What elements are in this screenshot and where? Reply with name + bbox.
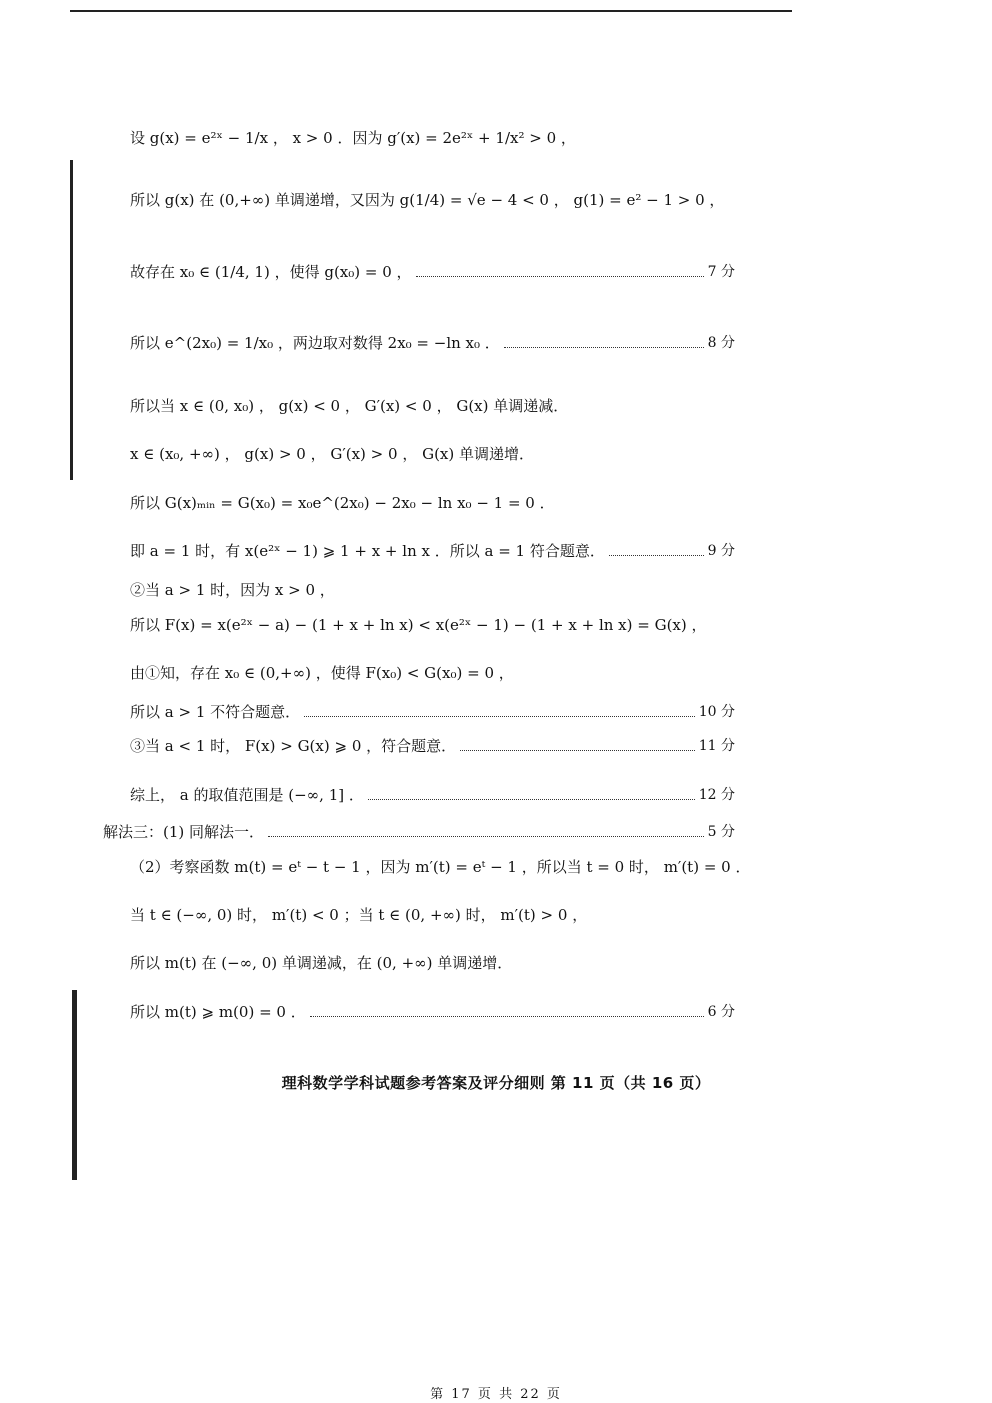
leader-dots (368, 799, 695, 800)
score-label: 5 分 (707, 824, 735, 840)
scan-edge (70, 160, 73, 480)
text-line-scored: 所以 a > 1 不符合题意． 10 分 (130, 703, 735, 721)
text-line: 设 g(x) = e²ˣ − 1/x ， x > 0 ．因为 g′(x) = 2e²ˣ + 1/x² > 0 ， (130, 129, 576, 147)
score-label: 6 分 (707, 1004, 735, 1020)
leader-dots (416, 276, 704, 277)
leader-dots (609, 555, 704, 556)
text-line: 所以 G(x)ₘᵢₙ = G(x₀) = x₀e^(2x₀) − 2x₀ − ln x₀ − 1 = 0 ． (130, 494, 555, 512)
text-line-scored: ③当 a < 1 时， F(x) > G(x) ⩾ 0 ，符合题意． 11 分 (130, 737, 735, 755)
text-line: 所以 m(t) 在 (−∞, 0) 单调递减，在 (0, +∞) 单调递增． (130, 954, 513, 972)
leader-dots (310, 1016, 704, 1017)
score-label: 9 分 (707, 543, 735, 559)
footer-title: 理科数学学科试题参考答案及评分细则 第 11 页（共 16 页） (281, 1074, 711, 1092)
text-line-scored: 故存在 x₀ ∈ (1/4, 1) ，使得 g(x₀) = 0 ， 7 分 (130, 263, 735, 281)
text-line: 由①知，存在 x₀ ∈ (0,+∞) ，使得 F(x₀) < G(x₀) = 0 ， (130, 664, 514, 682)
text-line-scored: 所以 e^(2x₀) = 1/x₀ ，两边取对数得 2x₀ = −ln x₀ ． 8 分 (130, 334, 735, 352)
score-label: 11 分 (698, 738, 735, 754)
text-line: 所以 g(x) 在 (0,+∞) 单调递增，又因为 g(1/4) = √e − 4 < 0 ， g(1) = e² − 1 > 0 ， (130, 191, 725, 209)
text-line: x ∈ (x₀, +∞) ， g(x) > 0 ， G′(x) > 0 ， G(x) 单调递增． (130, 445, 535, 463)
text-line-scored: 解法三：(1) 同解法一． 5 分 (103, 823, 735, 841)
text-line-scored: 综上， a 的取值范围是 (−∞, 1] ． 12 分 (130, 786, 735, 804)
leader-dots (304, 716, 695, 717)
text-line-scored: 所以 m(t) ⩾ m(0) = 0 ． 6 分 (130, 1003, 735, 1021)
text-line: （2）考察函数 m(t) = eᵗ − t − 1 ，因为 m′(t) = eᵗ − 1 ，所以当 t = 0 时， m′(t) = 0 ． (130, 858, 751, 876)
leader-dots (504, 347, 704, 348)
text-line: ②当 a > 1 时，因为 x > 0 ， (130, 581, 335, 599)
score-label: 7 分 (707, 264, 735, 280)
leader-dots (460, 750, 695, 751)
score-label: 8 分 (707, 335, 735, 351)
text-line: 所以当 x ∈ (0, x₀) ， g(x) < 0 ， G′(x) < 0 ， G(x) 单调递减． (130, 397, 569, 415)
text-line-scored: 即 a = 1 时，有 x(e²ˣ − 1) ⩾ 1 + x + ln x ．所以 a = 1 符合题意． 9 分 (130, 542, 735, 560)
score-label: 10 分 (698, 704, 735, 720)
text-line: 所以 F(x) = x(e²ˣ − a) − (1 + x + ln x) < x(e²ˣ − 1) − (1 + x + ln x) = G(x) ， (130, 616, 707, 634)
score-label: 12 分 (698, 787, 735, 803)
page-number: 第 17 页 共 22 页 (430, 1387, 562, 1402)
text-line: 当 t ∈ (−∞, 0) 时， m′(t) < 0 ；当 t ∈ (0, +∞) 时， m′(t) > 0 ， (130, 906, 588, 924)
leader-dots (268, 836, 704, 837)
top-rule (70, 10, 792, 12)
